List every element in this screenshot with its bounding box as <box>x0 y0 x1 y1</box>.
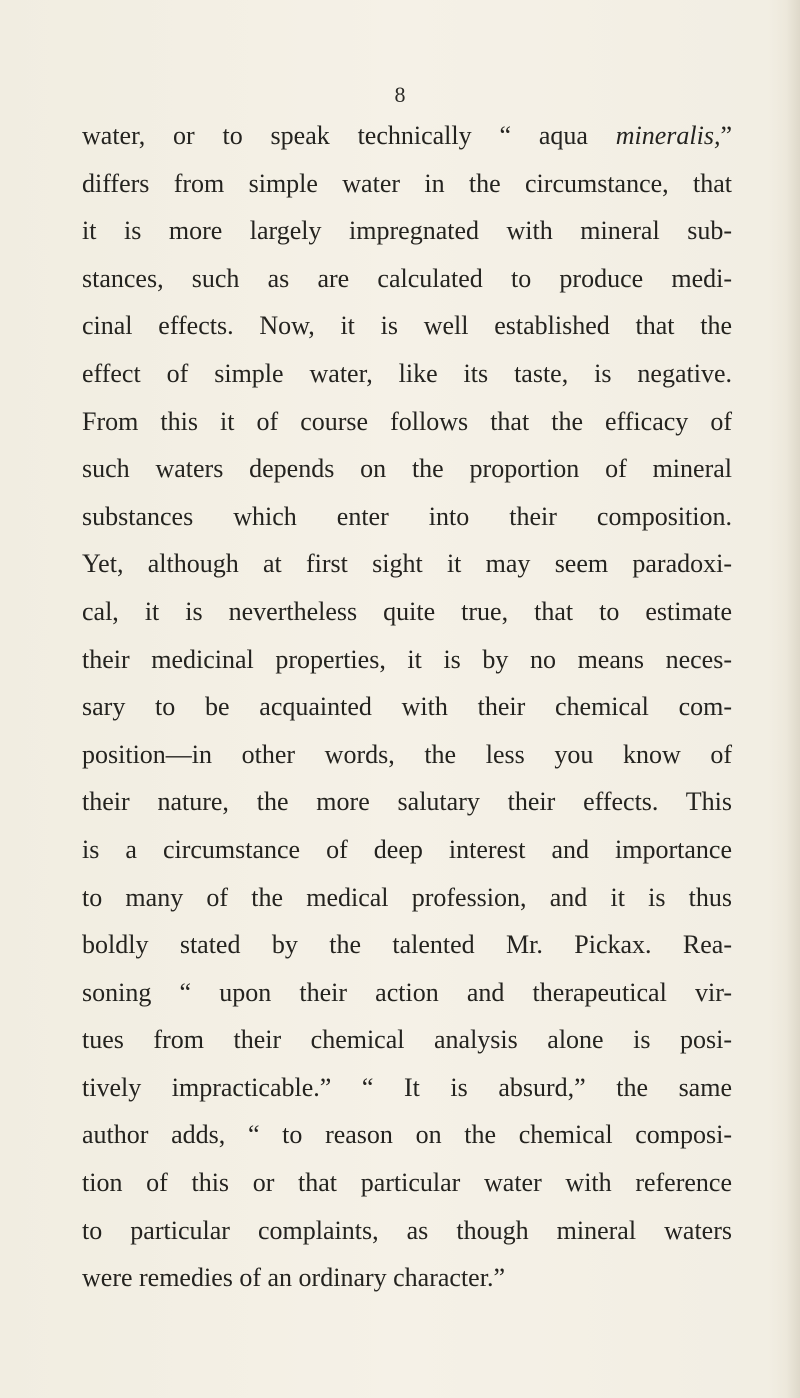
text-line <box>82 540 732 588</box>
text-line <box>82 1111 732 1159</box>
text-line <box>82 826 732 874</box>
text-line <box>82 493 732 541</box>
text-line-content: stances, such as are calculated to produce medi- <box>82 263 732 293</box>
text-line-content: soning “ upon their action and therapeutical vir- <box>82 977 732 1007</box>
italic-term: mineralis, <box>615 121 721 150</box>
text-line-content: differs from simple water in the circumstance, that <box>82 168 732 198</box>
text-line <box>82 1159 732 1207</box>
text-line-content: their nature, the more salutary their effects. This <box>82 787 732 817</box>
text-line-content: to many of the medical profession, and it is thus <box>82 882 732 912</box>
text-line-content: is a circumstance of deep interest and importance <box>82 834 732 864</box>
text-line <box>82 350 732 398</box>
text-line-content: substances which enter into their composition. <box>82 501 732 531</box>
text-line <box>82 1254 732 1302</box>
text-line <box>82 1207 732 1255</box>
text-line <box>82 160 732 208</box>
text-line-content: water, or to speak technically “ aqua <box>82 121 616 150</box>
text-line-content: sary to be acquainted with their chemical com- <box>82 692 732 722</box>
text-line-content: effect of simple water, like its taste, is negative. <box>82 358 732 388</box>
text-line-content: such waters depends on the proportion of mineral <box>82 454 732 484</box>
text-line <box>82 1016 732 1064</box>
text-line <box>82 969 732 1017</box>
text-line <box>82 255 732 303</box>
text-line-content: position—in other words, the less you know of <box>82 739 732 769</box>
body-text <box>82 112 732 1302</box>
text-line <box>82 731 732 779</box>
text-line <box>82 398 732 446</box>
text-line-content: boldly stated by the talented Mr. Pickax. Rea- <box>82 930 732 960</box>
text-line <box>82 588 732 636</box>
text-line-tail: ” <box>720 121 732 150</box>
text-line-content: to particular complaints, as though mineral waters <box>82 1215 732 1245</box>
text-line <box>82 683 732 731</box>
text-line <box>82 445 732 493</box>
text-line-content: Yet, although at first sight it may seem paradoxi- <box>82 549 732 579</box>
text-line-content: author adds, “ to reason on the chemical composi- <box>82 1120 732 1150</box>
text-line <box>82 302 732 350</box>
text-line-content: tues from their chemical analysis alone is posi- <box>82 1025 732 1055</box>
text-line <box>82 874 732 922</box>
text-line-content: tively impracticable.” “ It is absurd,” the same <box>82 1072 732 1102</box>
text-line <box>82 112 732 160</box>
page-edge-shadow <box>786 0 800 1398</box>
text-line <box>82 207 732 255</box>
text-line-content: cinal effects. Now, it is well established that the <box>82 311 732 341</box>
text-line <box>82 921 732 969</box>
page-number: 8 <box>394 82 406 107</box>
text-line-content: were remedies of an ordinary character.” <box>82 1263 505 1293</box>
text-line <box>82 636 732 684</box>
text-line-content: it is more largely impregnated with mineral sub- <box>82 216 732 246</box>
text-line-content: tion of this or that particular water with reference <box>82 1168 732 1198</box>
text-line-content: From this it of course follows that the efficacy of <box>82 406 732 436</box>
text-line-content: cal, it is nevertheless quite true, that to estimate <box>82 596 732 626</box>
text-line-content: their medicinal properties, it is by no means neces- <box>82 644 732 674</box>
text-line <box>82 1064 732 1112</box>
text-line <box>82 778 732 826</box>
